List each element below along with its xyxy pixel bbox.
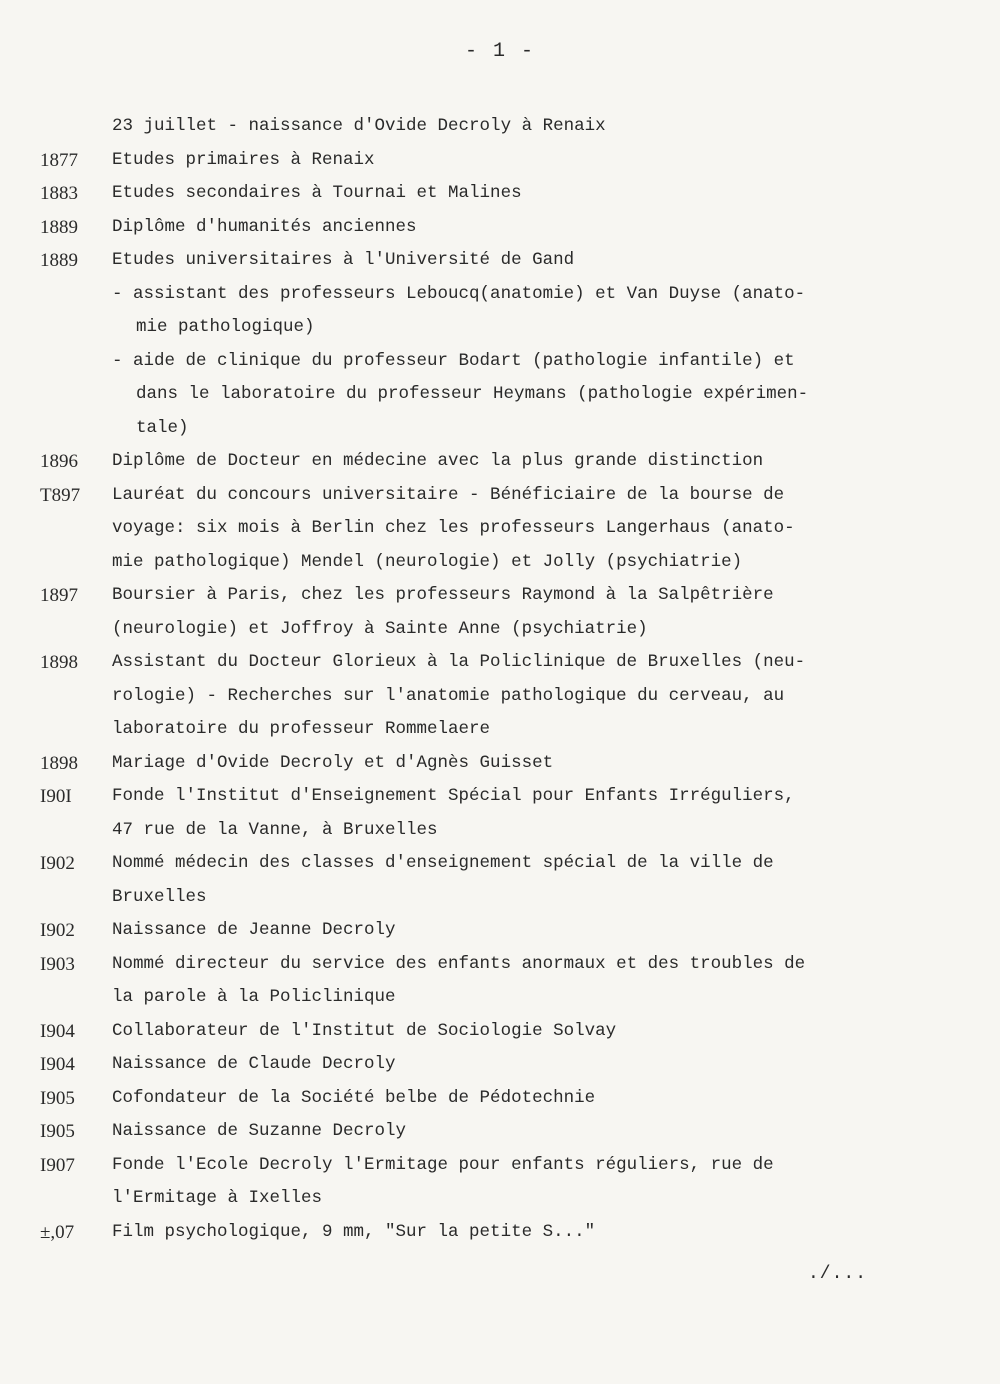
entry-text-line: Mariage d'Ovide Decroly et d'Agnès Guisset bbox=[112, 752, 554, 773]
timeline-entry bbox=[0, 747, 1000, 781]
entry-year: I905 bbox=[40, 1087, 75, 1109]
continuation-mark: ./... bbox=[808, 1264, 868, 1284]
entry-text-line: 23 juillet - naissance d'Ovide Decroly à Renaix bbox=[112, 116, 606, 136]
timeline-entry bbox=[0, 479, 1000, 580]
timeline-entry bbox=[0, 211, 1000, 245]
entry-text-line: Naissance de Suzanne Decroly bbox=[112, 1121, 407, 1141]
entry-year: I902 bbox=[40, 853, 75, 874]
entry-text-line: Etudes primaires à Renaix bbox=[112, 149, 375, 170]
entry-text-line: Boursier à Paris, chez les professeurs Raymond à la Salpêtrière bbox=[112, 585, 774, 605]
timeline-entry bbox=[0, 278, 1000, 345]
entry-text-line: - aide de clinique du professeur Bodart (pathologie infantile) et bbox=[112, 350, 795, 371]
entry-year: 1889 bbox=[40, 250, 78, 271]
entry-year: 1898 bbox=[40, 652, 78, 673]
entry-text-line: Naissance de Jeanne Decroly bbox=[112, 920, 396, 940]
entry-text-line: la parole à la Policlinique bbox=[112, 987, 396, 1007]
entry-text-line: Nommé médecin des classes d'enseignement spécial de la ville de bbox=[112, 853, 774, 873]
entry-text-line: Assistant du Docteur Glorieux à la Policlinique de Bruxelles (neu- bbox=[112, 652, 806, 672]
entry-year: I904 bbox=[40, 1020, 75, 1042]
timeline-entry bbox=[0, 345, 1000, 446]
entry-text-line: mie pathologique) Mendel (neurologie) et Jolly (psychiatrie) bbox=[112, 551, 743, 572]
entry-year: I907 bbox=[40, 1154, 75, 1176]
page-number: - 1 - bbox=[464, 40, 535, 63]
timeline-entry bbox=[0, 847, 1000, 914]
entry-year: 1896 bbox=[40, 451, 78, 472]
entry-text-line: Etudes universitaires à l'Université de Gand bbox=[112, 250, 575, 270]
entry-year: I90I bbox=[40, 786, 72, 807]
entry-text-line: Diplôme d'humanités anciennes bbox=[112, 216, 417, 237]
entry-year: I903 bbox=[40, 953, 75, 975]
entry-text-line: - assistant des professeurs Leboucq(anatomie) et Van Duyse (anato- bbox=[112, 283, 806, 304]
entry-text-line: Etudes secondaires à Tournai et Malines bbox=[112, 183, 522, 203]
timeline-entry bbox=[0, 1015, 1000, 1049]
entry-text-line: dans le laboratoire du professeur Heymans (pathologie expérimen- bbox=[136, 384, 809, 404]
entry-text-line: Collaborateur de l'Institut de Sociologie Solvay bbox=[112, 1020, 617, 1041]
entry-text-line: laboratoire du professeur Rommelaere bbox=[112, 719, 491, 739]
timeline-entry bbox=[0, 177, 1000, 211]
timeline-entry bbox=[0, 948, 1000, 1015]
entry-year: 1877 bbox=[40, 149, 78, 171]
entry-year: 1883 bbox=[40, 183, 78, 204]
entry-text-line: mie pathologique) bbox=[136, 317, 315, 337]
entry-text-line: Cofondateur de la Société belbe de Pédotechnie bbox=[112, 1087, 596, 1108]
entry-text-line: rologie) - Recherches sur l'anatomie pathologique du cerveau, au bbox=[112, 685, 785, 706]
timeline-entry bbox=[0, 1115, 1000, 1149]
timeline-entry bbox=[0, 646, 1000, 747]
timeline-entry bbox=[0, 1216, 1000, 1250]
entry-text-line: Fonde l'Ecole Decroly l'Ermitage pour enfants réguliers, rue de bbox=[112, 1154, 774, 1175]
entry-year: I902 bbox=[40, 920, 75, 941]
entry-year: I904 bbox=[40, 1054, 75, 1075]
timeline-entry bbox=[0, 445, 1000, 479]
timeline-entry bbox=[0, 914, 1000, 948]
timeline-entry bbox=[0, 1048, 1000, 1082]
entry-text-line: voyage: six mois à Berlin chez les professeurs Langerhaus (anato- bbox=[112, 518, 795, 538]
timeline-entry bbox=[0, 579, 1000, 646]
entry-year: 1898 bbox=[40, 752, 78, 774]
entry-year: ±,07 bbox=[40, 1221, 75, 1243]
entry-text-line: l'Ermitage à Ixelles bbox=[112, 1188, 323, 1208]
entry-text-line: Fonde l'Institut d'Enseignement Spécial pour Enfants Irréguliers, bbox=[112, 786, 795, 806]
timeline-entry bbox=[0, 144, 1000, 178]
timeline-entry bbox=[0, 1149, 1000, 1216]
entry-text-line: Film psychologique, 9 mm, "Sur la petite S..." bbox=[112, 1221, 596, 1242]
entry-year: I905 bbox=[40, 1121, 75, 1142]
timeline-entry bbox=[0, 1082, 1000, 1116]
entry-text-line: Lauréat du concours universitaire - Bénéficiaire de la bourse de bbox=[112, 484, 785, 505]
entry-text-line: Nommé directeur du service des enfants anormaux et des troubles de bbox=[112, 953, 806, 974]
entry-text-line: (neurologie) et Joffroy à Sainte Anne (psychiatrie) bbox=[112, 618, 648, 639]
entry-year: T897 bbox=[40, 484, 81, 506]
entry-text-line: Naissance de Claude Decroly bbox=[112, 1054, 396, 1074]
entry-text-line: 47 rue de la Vanne, à Bruxelles bbox=[112, 819, 438, 840]
timeline-list bbox=[0, 110, 1000, 1249]
entry-text-line: Bruxelles bbox=[112, 886, 207, 907]
timeline-entry bbox=[0, 780, 1000, 847]
timeline-entry bbox=[0, 244, 1000, 278]
entry-year: 1889 bbox=[40, 216, 78, 238]
timeline-entry bbox=[0, 110, 1000, 144]
entry-text-line: Diplôme de Docteur en médecine avec la plus grande distinction bbox=[112, 451, 764, 471]
entry-year: 1897 bbox=[40, 585, 78, 606]
entry-text-line: tale) bbox=[136, 417, 189, 438]
